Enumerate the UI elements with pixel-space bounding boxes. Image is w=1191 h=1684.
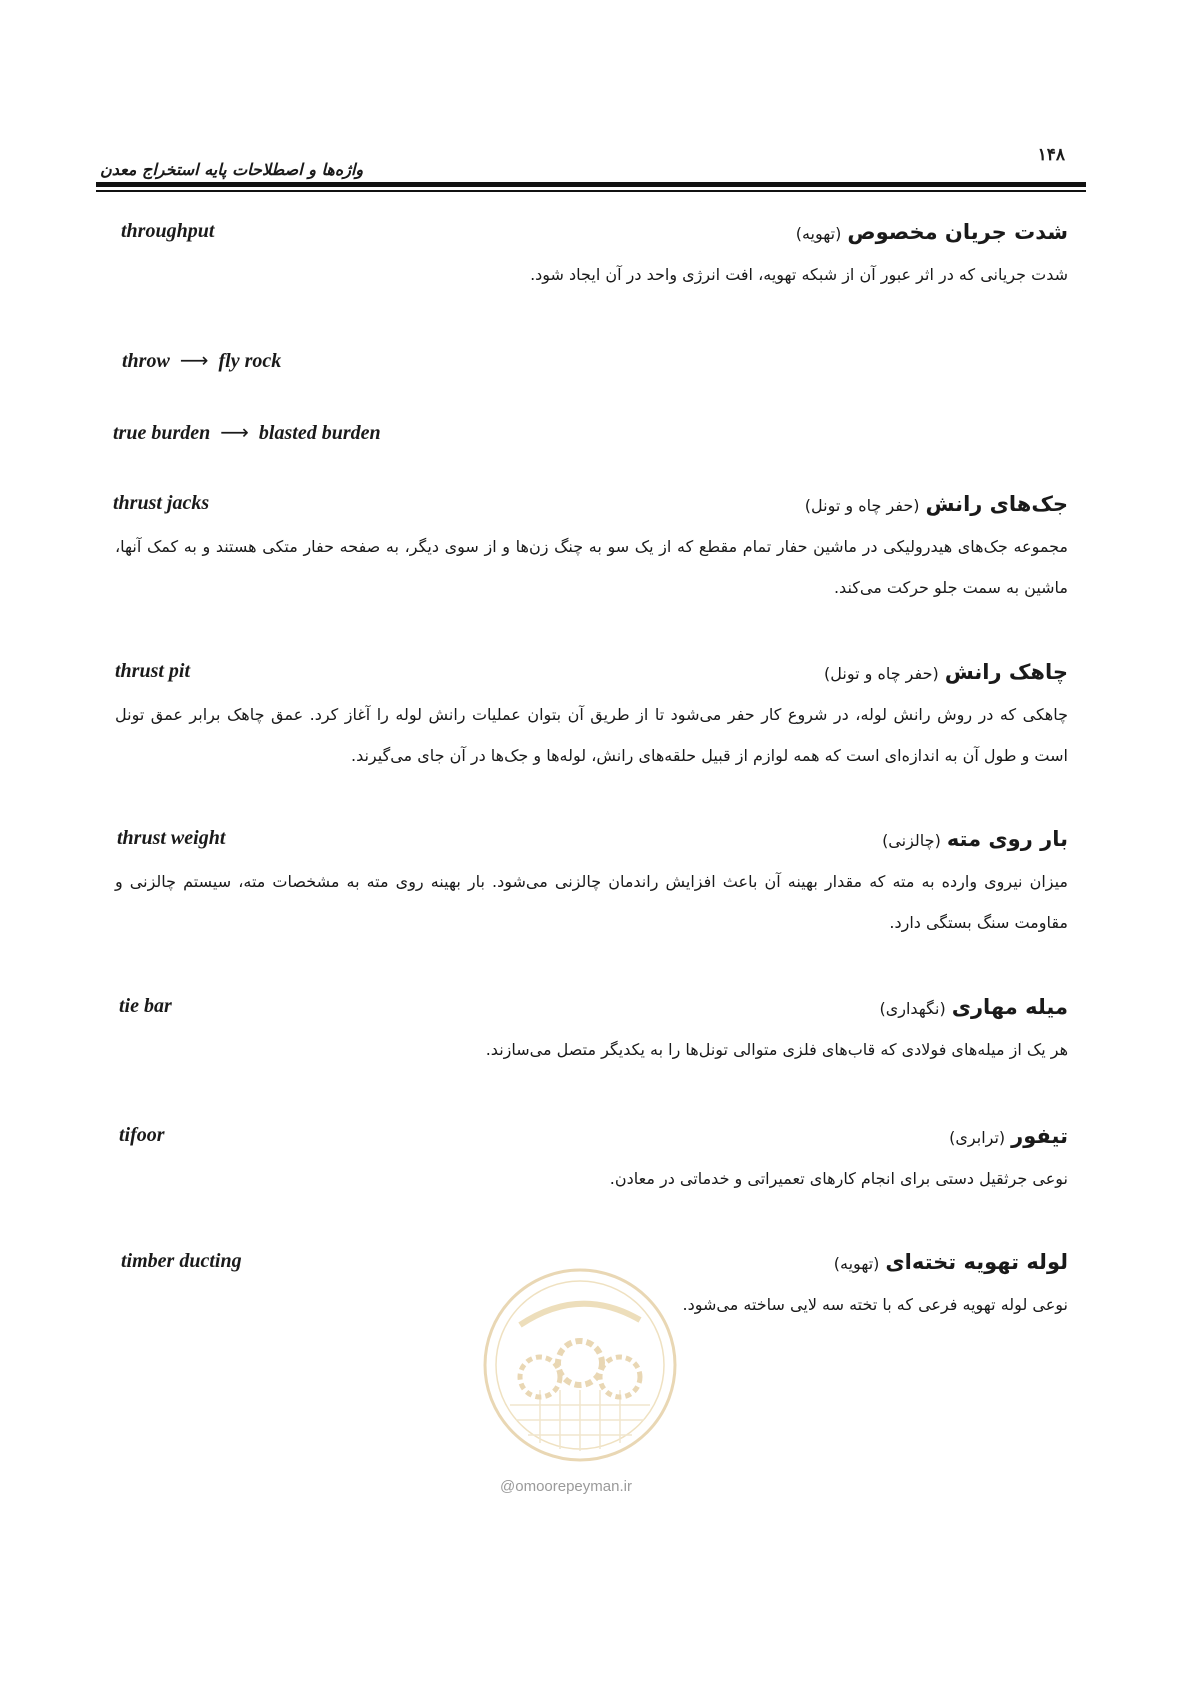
- glossary-entry: [115, 656, 1068, 776]
- definition: چاهکی که در روش رانش لوله، در شروع کار حفر می‌شود تا از طریق آن بتوان عملیات رانش لوله را آغاز کرد. عمق چاهک برابر عمق تونل است و طول آن به اندازه‌ای است که همه لوازم از قبیل حلقه‌های رانش، لوله‌ها و جک‌ها در آن جای می‌گیرند.: [115, 705, 1068, 765]
- category-label: (ترابری): [949, 1128, 1006, 1147]
- definition: میزان نیروی وارده به مته که مقدار بهینه آن باعث افزایش راندمان چالزنی می‌شود. بار بهینه روی مته به مشخصات مته، سیستم چالزنی و مقاومت سنگ بستگی دارد.: [115, 872, 1068, 932]
- definition: نوعی لوله تهویه فرعی که با تخته سه لایی ساخته می‌شود.: [682, 1295, 1068, 1314]
- persian-term: بار روی مته: [946, 827, 1068, 851]
- english-term: throughput: [121, 220, 215, 242]
- english-term: thrust pit: [115, 660, 191, 682]
- persian-heading: [115, 823, 1068, 857]
- persian-heading: [115, 488, 1068, 522]
- persian-term: شدت جریان مخصوص: [847, 220, 1068, 244]
- xref-source-term: throw: [122, 350, 170, 372]
- persian-term: چاهک رانش: [944, 660, 1068, 684]
- glossary-entry: [115, 991, 1068, 1070]
- arrow-right-icon: ⟶: [179, 348, 209, 372]
- cross-reference: [113, 420, 381, 445]
- category-label: (نگهداری): [879, 999, 946, 1018]
- glossary-entry: [115, 823, 1068, 943]
- persian-heading: [115, 216, 1068, 250]
- book-title: واژه‌ها و اصطلاحات پایه استخراج معدن: [100, 160, 364, 179]
- category-label: (حفر چاه و تونل): [804, 496, 920, 515]
- category-label: (تهویه): [833, 1254, 880, 1273]
- definition: شدت جریانی که در اثر عبور آن از شبکه تهویه، افت انرژی واحد در آن ایجاد شود.: [530, 265, 1068, 284]
- persian-heading: [115, 991, 1068, 1025]
- persian-term: تیفور: [1011, 1124, 1068, 1148]
- category-label: (حفر چاه و تونل): [824, 664, 939, 683]
- glossary-entry: [115, 1120, 1068, 1199]
- persian-term: جک‌های رانش: [925, 492, 1068, 516]
- glossary-entry: [115, 216, 1068, 295]
- xref-source-term: true burden: [113, 422, 211, 444]
- watermark-url: @omoorepeyman.ir: [500, 1478, 632, 1495]
- english-term: tie bar: [119, 995, 172, 1017]
- category-label: (تهویه): [795, 224, 842, 243]
- english-term: thrust weight: [117, 827, 226, 849]
- xref-target-term: blasted burden: [258, 422, 381, 444]
- category-label: (چالزنی): [882, 831, 941, 850]
- persian-term: لوله تهویه تخته‌ای: [885, 1250, 1068, 1274]
- arrow-right-icon: ⟶: [220, 420, 249, 444]
- english-term: thrust jacks: [113, 492, 210, 514]
- persian-term: میله مهاری: [951, 995, 1068, 1019]
- definition: هر یک از میله‌های فولادی که قاب‌های فلزی متوالی تونل‌ها را به یکدیگر متصل می‌سازند.: [485, 1040, 1068, 1059]
- persian-heading: [115, 1120, 1068, 1154]
- english-term: tifoor: [119, 1124, 165, 1146]
- definition: مجموعه جک‌های هیدرولیکی در ماشین حفار تمام مقطع که از یک سو به چنگ زن‌ها و از سوی دیگر، به صفحه حفار متکی هستند و به کمک آنها، ماشین به سمت جلو حرکت می‌کند.: [115, 537, 1068, 597]
- english-term: timber ducting: [121, 1250, 242, 1272]
- xref-target-term: fly rock: [218, 350, 282, 372]
- persian-heading: [115, 656, 1068, 690]
- page-number: ۱۴۸: [1037, 145, 1065, 165]
- header-rule-thick: [96, 182, 1086, 187]
- cross-reference: [122, 348, 281, 373]
- stamp-logo-icon: [480, 1265, 680, 1465]
- definition: نوعی جرثقیل دستی برای انجام کارهای تعمیراتی و خدماتی در معادن.: [609, 1169, 1068, 1188]
- header-rule-thin: [96, 190, 1086, 192]
- glossary-entry: [115, 488, 1068, 608]
